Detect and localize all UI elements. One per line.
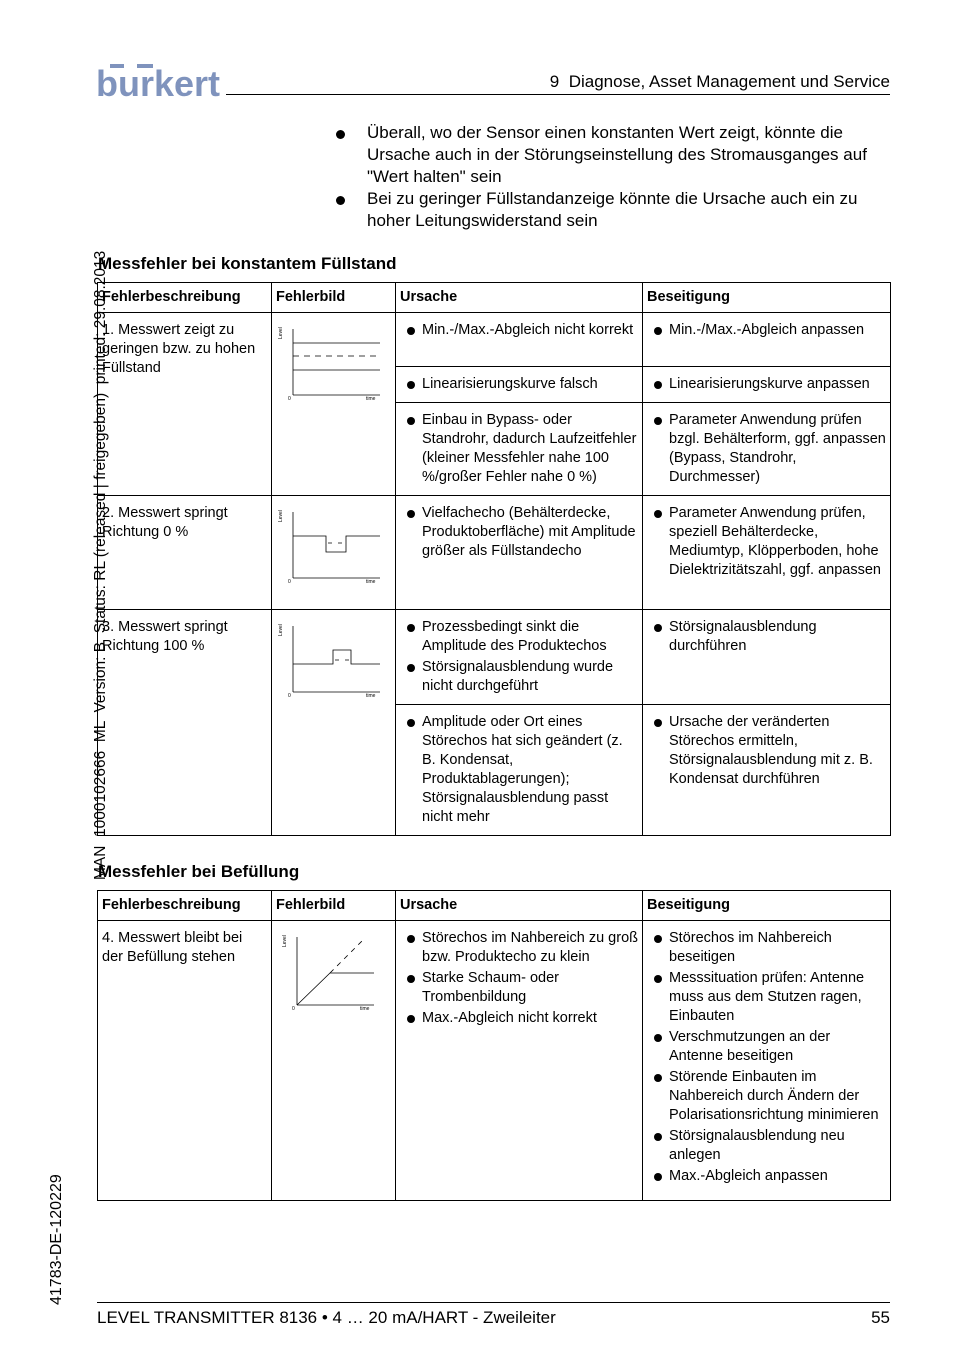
col-header: Fehlerbeschreibung: [98, 283, 272, 313]
error-description: 2. Messwert springt Richtung 0 %: [102, 505, 228, 540]
table-row: [98, 610, 891, 705]
fix-item: Min.-/Max.-Abgleich anpassen: [647, 321, 886, 340]
page-number: 55: [871, 1308, 890, 1327]
table-header-row: [98, 283, 891, 313]
col-header: Beseitigung: [643, 283, 891, 313]
chapter-title: 9 Diagnose, Asset Management und Service: [549, 72, 890, 91]
cause-item: Min.-/Max.-Abgleich nicht korrekt: [400, 321, 638, 340]
svg-text:0: 0: [288, 579, 291, 585]
svg-text:time: time: [366, 579, 376, 585]
error-description: 1. Messwert zeigt zu geringen bzw. zu hohen Füllstand: [102, 322, 256, 376]
fix-item: Parameter Anwendung prüfen bzgl. Behälterform, ggf. anpassen (Bypass, Standrohr, Durchmesser): [647, 411, 886, 487]
fix-item: Verschmutzungen an der Antenne beseitigen: [647, 1028, 886, 1066]
table-row: [98, 496, 891, 610]
svg-text:Level: Level: [278, 510, 284, 522]
fix-item: Störende Einbauten im Nahbereich durch Ändern der Polarisationsrichtung minimieren: [647, 1068, 886, 1125]
svg-text:0: 0: [292, 1006, 295, 1012]
fix-item: Max.-Abgleich anpassen: [647, 1167, 886, 1186]
svg-text:Level: Level: [278, 624, 284, 636]
fix-item: Störsignalausblendung durchführen: [647, 618, 886, 656]
col-header: Fehlerbild: [272, 283, 396, 313]
fix-item: Messsituation prüfen: Antenne muss aus dem Stutzen ragen, Einbauten: [647, 969, 886, 1026]
error-graph-3: [278, 620, 380, 699]
svg-text:burkert: burkert: [96, 63, 221, 104]
fix-item: Linearisierungskurve anpassen: [647, 375, 886, 394]
col-header: Beseitigung: [643, 891, 891, 921]
error-graph-1: [278, 323, 380, 402]
cause-item: Linearisierungskurve falsch: [400, 375, 638, 394]
cause-item: Amplitude oder Ort eines Störechos hat sich geändert (z. B. Kondensat, Produktablagerungen); Störsignalausblendung passt nicht mehr: [400, 713, 638, 827]
col-header: Ursache: [396, 283, 643, 313]
error-description: 4. Messwert bleibt bei der Befüllung stehen: [102, 930, 243, 965]
fix-item: Störsignalausblendung neu anlegen: [647, 1127, 886, 1165]
svg-text:time: time: [366, 693, 376, 699]
svg-text:Level: Level: [282, 935, 288, 947]
fix-item: Störechos im Nahbereich beseitigen: [647, 929, 886, 967]
cause-item: Störsignalausblendung wurde nicht durchgeführt: [400, 658, 638, 696]
cause-item: Vielfachecho (Behälterdecke, Produktoberfläche) mit Amplitude größer als Füllstandecho: [400, 504, 638, 561]
error-graph-4: [282, 931, 378, 1012]
svg-text:time: time: [360, 1006, 370, 1012]
cause-item: Max.-Abgleich nicht korrekt: [400, 1009, 638, 1028]
table-header-row: [98, 891, 891, 921]
cause-item: Störechos im Nahbereich zu groß bzw. Produktecho zu klein: [400, 929, 638, 967]
section-title: Messfehler bei konstantem Füllstand: [98, 254, 397, 273]
table-row: [98, 313, 891, 367]
col-header: Ursache: [396, 891, 643, 921]
error-graph-2: [278, 506, 380, 585]
error-table-constant-level: [97, 282, 891, 836]
svg-text:time: time: [366, 396, 376, 402]
svg-text:Level: Level: [278, 327, 284, 339]
footer-rule: [97, 1302, 890, 1303]
intro-bullet: Bei zu geringer Füllstandanzeige könnte die Ursache auch ein zu hoher Leitungswiderstand sein: [330, 188, 895, 232]
error-table-filling: [97, 890, 891, 1201]
col-header: Fehlerbeschreibung: [98, 891, 272, 921]
cause-item: Einbau in Bypass- oder Standrohr, dadurch Laufzeitfehler (kleiner Messfehler nahe 100 %/großer Fehler nahe 0 %): [400, 411, 638, 487]
error-description: 3. Messwert springt Richtung 100 %: [102, 619, 228, 654]
svg-text:0: 0: [288, 693, 291, 699]
cause-item: Prozessbedingt sinkt die Amplitude des Produktechos: [400, 618, 638, 656]
fix-item: Parameter Anwendung prüfen, speziell Behälterdecke, Mediumtyp, Klöpperboden, hohe Dielektrizitätszahl, ggf. anpassen: [647, 504, 886, 580]
cause-item: Starke Schaum- oder Trombenbildung: [400, 969, 638, 1007]
footer-title: LEVEL TRANSMITTER 8136 • 4 … 20 mA/HART - Zweileiter: [97, 1308, 556, 1327]
col-header: Fehlerbild: [272, 891, 396, 921]
burkert-logo: [96, 62, 221, 104]
svg-text:0: 0: [288, 396, 291, 402]
intro-bullets: [330, 122, 895, 232]
document-number: 41783-DE-120229: [48, 1174, 65, 1305]
intro-bullet: Überall, wo der Sensor einen konstanten Wert zeigt, könnte die Ursache auch in der Störungseinstellung des Stromausganges auf "Wert halten" sein: [330, 122, 895, 188]
document-status-stamp: MAN 1000102666 ML Version: B Status: RL (released | freigegeben) printed: 29.08.2013: [92, 250, 109, 880]
fix-item: Ursache der veränderten Störechos ermitteln, Störsignalausblendung mit z. B. Kondensat durchführen: [647, 713, 886, 789]
table-row: [98, 921, 891, 1201]
section-title: Messfehler bei Befüllung: [98, 862, 300, 881]
header-rule: [226, 94, 890, 95]
